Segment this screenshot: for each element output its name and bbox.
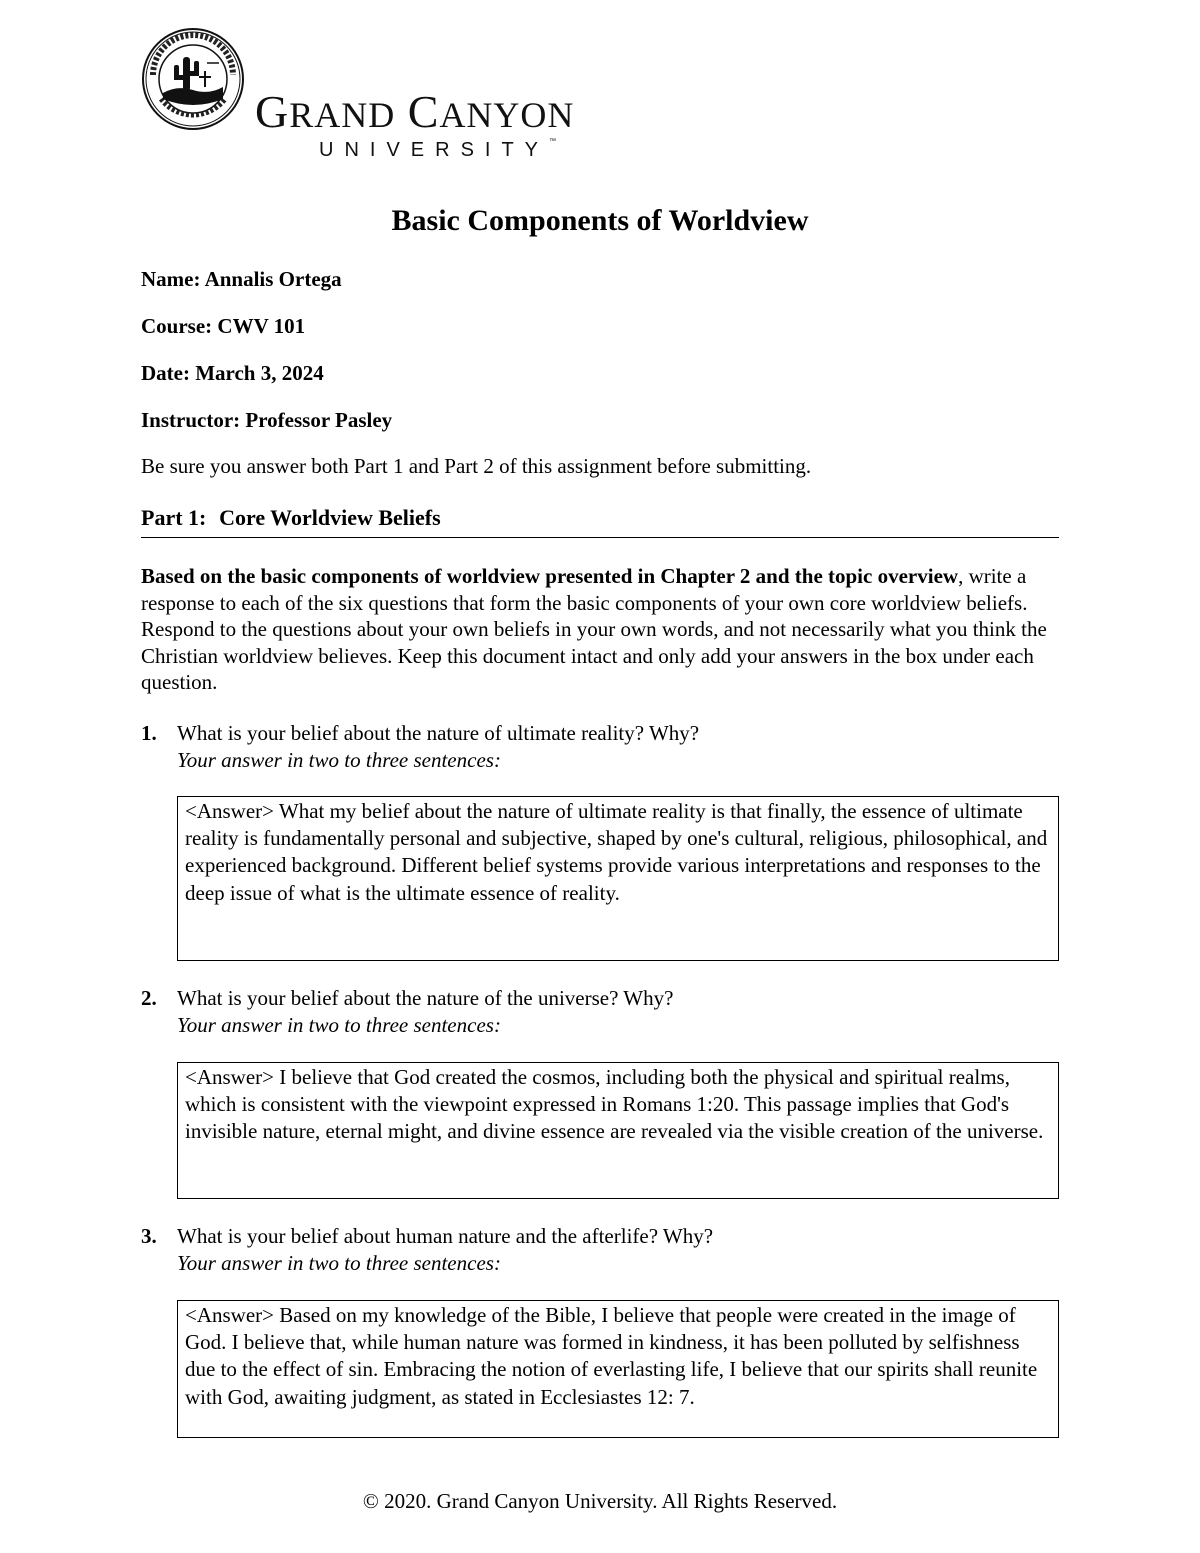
answer-prompt: Your answer in two to three sentences: (177, 1251, 501, 1275)
answer-box-3[interactable]: <Answer> Based on my knowledge of the Bible, I believe that people were created in the image of God. I believe that, while human nature was formed in kindness, it has been polluted by selfishness due to the effect of sin. Embracing the notion of everlasting life, I believe that our spirits shall reunite with God, awaiting judgment, as stated in Ecclesiastes 12: 7. (177, 1300, 1059, 1438)
intro-bold: Based on the basic components of worldview presented in Chapter 2 and the topic overview (141, 564, 959, 588)
question-text: What is your belief about the nature of the universe? Why? (177, 986, 674, 1010)
logo-wordmark: GRAND CANYON (255, 86, 575, 137)
student-name: Name: Annalis Ortega (141, 267, 342, 291)
logo-subword: UNIVERSITY™ (319, 138, 557, 161)
course-label: Course: CWV 101 (141, 314, 306, 338)
question-number: 2. (141, 986, 157, 1010)
document-title: Basic Components of Worldview (391, 204, 809, 237)
question-text: What is your belief about the nature of ultimate reality? Why? (177, 721, 700, 745)
university-logo (141, 27, 621, 161)
answer-box-2[interactable]: <Answer> I believe that God created the cosmos, including both the physical and spiritual realms, which is consistent with the viewpoint expressed in Romans 1:20. This passage implies that God's invisible nature, eternal might, and divine essence are revealed via the visible creation of the universe. (177, 1062, 1059, 1199)
copyright-footer: © 2020. Grand Canyon University. All Rights Reserved. (362, 1489, 838, 1513)
answer-prompt: Your answer in two to three sentences: (177, 1013, 501, 1037)
university-seal-icon (141, 27, 245, 131)
intro-rest: , write a response to each of the six questions that form the basic components of your own core worldview beliefs. Respond to the questions about your own beliefs in your own words, and not necessarily what you think the Christian worldview believes. Keep this document intact and only add your answers in the box under each question. (141, 564, 1047, 695)
part-label: Part 1: (141, 505, 207, 530)
question-number: 3. (141, 1224, 157, 1248)
question-text: What is your belief about human nature and the afterlife? Why? (177, 1224, 714, 1248)
instruction-note: Be sure you answer both Part 1 and Part 2 of this assignment before submitting. (141, 454, 812, 478)
part-1-heading (141, 504, 1059, 538)
instructor-label: Instructor: Professor Pasley (141, 408, 393, 432)
part-1-intro (141, 563, 1059, 696)
answer-prompt: Your answer in two to three sentences: (177, 748, 501, 772)
part-title: Core Worldview Beliefs (219, 505, 441, 530)
question-number: 1. (141, 721, 157, 745)
date-label: Date: March 3, 2024 (141, 361, 324, 385)
answer-box-1[interactable]: <Answer> What my belief about the nature of ultimate reality is that finally, the essence of ultimate reality is fundamentally personal and subjective, shaped by one's cultural, religious, philosophical, and experienced background. Different belief systems provide various interpretations and responses to the deep issue of what is the ultimate essence of reality. (177, 796, 1059, 961)
